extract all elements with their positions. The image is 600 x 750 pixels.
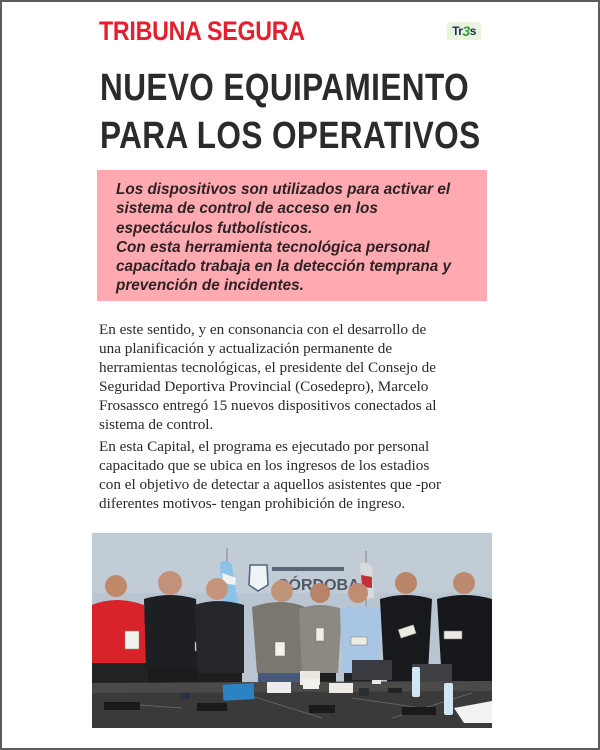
- lead-line: capacitado trabaja en la detección temprana y: [116, 258, 451, 276]
- paragraph-line: sistema de control.: [99, 416, 214, 434]
- logo-highlight: 3: [462, 23, 470, 39]
- logo-prefix: Tr: [452, 24, 463, 38]
- paragraph-line: una planificación y actualización permanente de: [99, 340, 393, 358]
- headline-line: PARA LOS OPERATIVOS: [100, 115, 481, 157]
- paragraph-line: capacitado que se ubica en los ingresos de los estadios: [99, 457, 430, 475]
- lead-line: prevención de incidentes.: [116, 277, 304, 295]
- lead-line: espectáculos futbolísticos.: [116, 219, 313, 237]
- headline: [100, 64, 481, 160]
- headline-line: NUEVO EQUIPAMIENTO: [100, 67, 470, 109]
- lead-line: sistema de control de acceso en los: [116, 200, 378, 218]
- tr3s-logo: [447, 22, 481, 40]
- article-photo: [92, 533, 492, 728]
- paragraph-line: con el objetivo de detectar a aquellos asistentes que -por: [99, 476, 442, 494]
- paragraph-line: En esta Capital, el programa es ejecutado por personal: [99, 438, 430, 455]
- paragraph-1: [99, 320, 499, 435]
- paragraph-line: Frosassco entregó 15 nuevos dispositivos conectados al: [99, 397, 437, 415]
- lead-line: Con esta herramienta tecnológica personal: [116, 238, 430, 256]
- group-photo-illustration: [92, 533, 492, 728]
- brand-title: TRIBUNA SEGURA: [99, 16, 305, 46]
- paragraph-line: En este sentido, y en consonancia con el desarrollo de: [99, 321, 427, 338]
- paragraph-2: [99, 437, 499, 513]
- paragraph-line: Seguridad Deportiva Provincial (Cosedepro), Marcelo: [99, 378, 429, 396]
- paragraph-line: herramientas tecnológicas, el presidente del Consejo de: [99, 359, 436, 377]
- logo-suffix: s: [469, 24, 476, 38]
- paragraph-line: diferentes motivos- tengan prohibición de ingreso.: [99, 495, 406, 513]
- lead-box: [97, 170, 487, 301]
- lead-line: Los dispositivos son utilizados para activar el: [116, 181, 451, 198]
